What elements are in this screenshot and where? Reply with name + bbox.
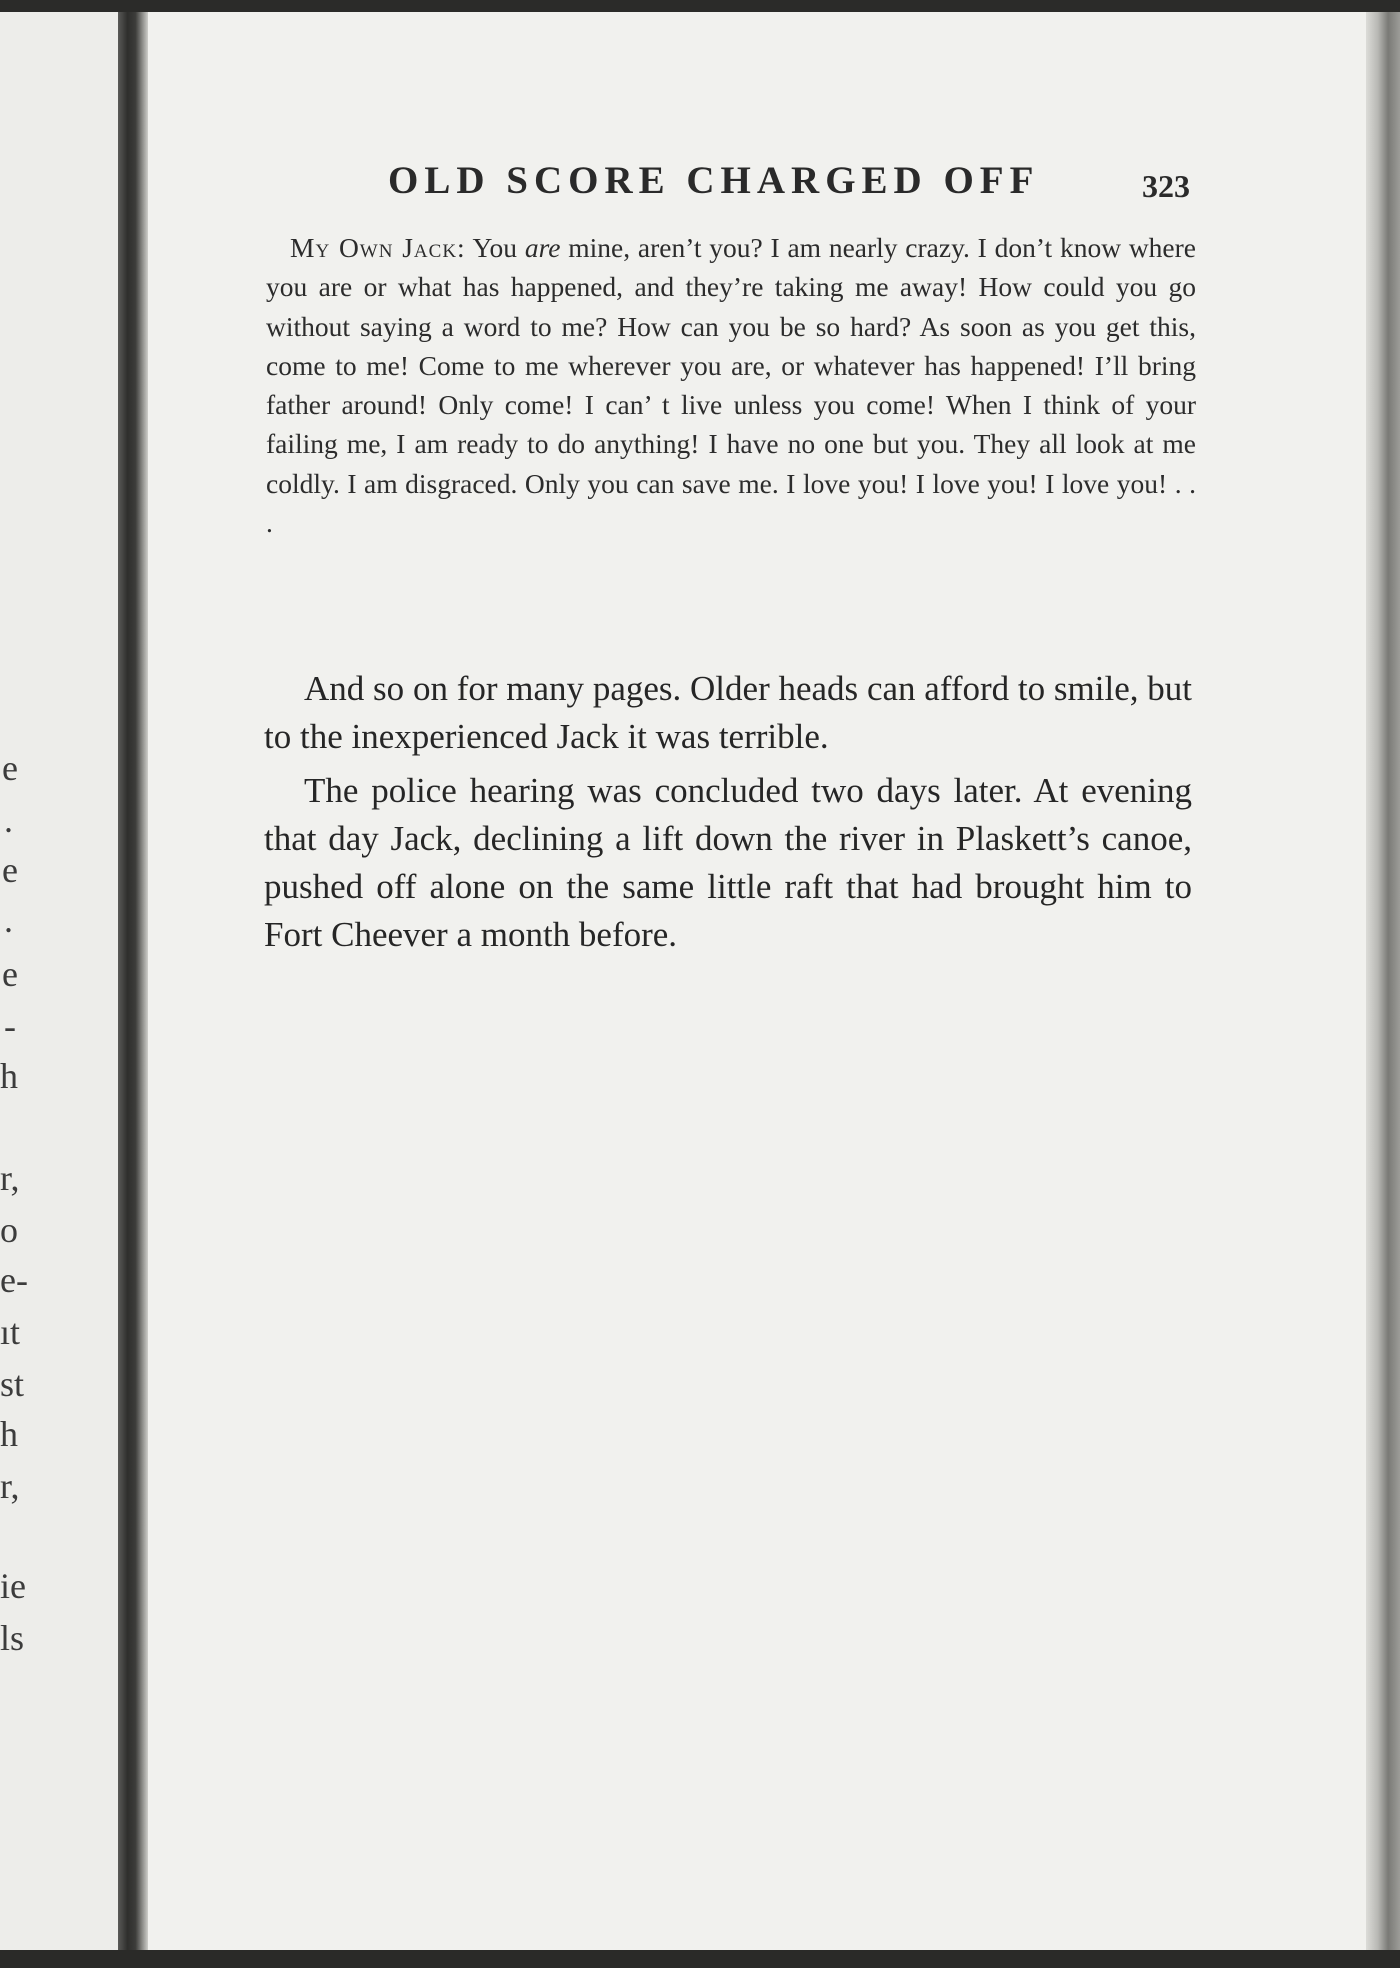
letter-text: You: [465, 232, 525, 263]
facing-page-fragment: e-: [0, 1260, 28, 1300]
facing-page-fragment: r,: [0, 1158, 20, 1198]
facing-page-fragment: -: [4, 1006, 16, 1046]
book-gutter: [118, 12, 150, 1956]
facing-page-fragment: ie: [0, 1566, 26, 1606]
page-edge: [1366, 12, 1400, 1956]
facing-page-fragment: e: [2, 954, 18, 994]
facing-page-fragment: o: [0, 1210, 18, 1250]
facing-page-fragment: r,: [0, 1466, 20, 1506]
facing-page-fragment: ıt: [0, 1312, 21, 1352]
facing-page-fragment: h: [0, 1056, 18, 1096]
letter-paragraph: [266, 228, 1196, 542]
facing-page-fragment: .: [4, 800, 13, 840]
facing-page-fragment: ls: [0, 1618, 25, 1658]
body-text: [264, 665, 1192, 965]
facing-page: [0, 12, 122, 1952]
letter-emphasis: are: [524, 232, 561, 263]
facing-page-fragment: .: [4, 900, 13, 940]
scan-bottom-edge: [0, 1950, 1400, 1968]
facing-page-fragment: h: [0, 1414, 18, 1454]
letter-text: mine, aren’t you? I am nearly crazy. I don’t know where you are or what has happened, and they’re taking me away! How could you go without saying a word to me? How can you be so hard? As soon as you get this, come to me! Come to me wherever you are, or whatever has happened! I’ll bring father around! Only come! I can’ t live unless you come! When I think of your failing me, I am ready to do anything! I have no one but you. They all look at me coldly. I am disgraced. Only you can save me. I love you! I love you! I love you! . . .: [266, 232, 1196, 539]
facing-page-fragment: e: [2, 850, 18, 890]
body-paragraph: The police hearing was concluded two days later. At evening that day Jack, declining a lift down the river in Plaskett’s canoe, pushed off alone on the same little raft that had brought him to Fort Cheever a month before.: [264, 771, 1192, 954]
letter-salutation: My Own Jack:: [290, 232, 466, 263]
facing-page-fragment: st: [0, 1364, 25, 1404]
body-paragraph: And so on for many pages. Older heads can afford to smile, but to the inexperienced Jack it was terrible.: [264, 669, 1192, 756]
facing-page-fragment: e: [2, 748, 18, 788]
quoted-letter: [266, 228, 1196, 542]
running-title: OLD SCORE CHARGED OFF: [388, 159, 1040, 202]
page-number: 323: [1142, 168, 1190, 204]
